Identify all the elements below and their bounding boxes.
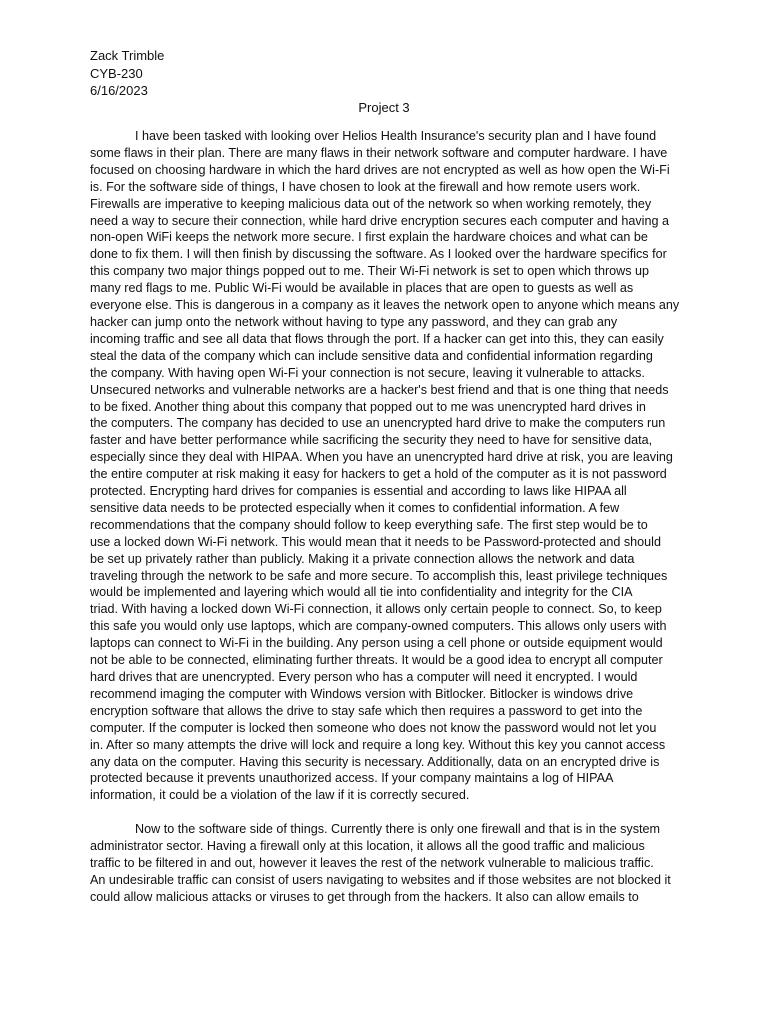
document-header bbox=[90, 47, 164, 100]
document-date: 6/16/2023 bbox=[90, 83, 148, 98]
paragraph-line: the entire computer at risk making it easy for hackers to get a hold of the computer as it is not password bbox=[90, 467, 667, 482]
paragraph-line: could allow malicious attacks or viruses to get through from the hackers. It also can allow emails to bbox=[90, 889, 639, 904]
paragraph-line: incoming traffic and see all data that flows through the port. If a hacker can get into this, they can easily bbox=[90, 331, 664, 346]
paragraph-line: Now to the software side of things. Currently there is only one firewall and that is in the system bbox=[135, 822, 660, 837]
paragraph-line: Firewalls are imperative to keeping malicious data out of the network so when working remotely, they bbox=[90, 196, 652, 211]
paragraph-line: laptops can connect to Wi-Fi in the building. Any person using a cell phone or outside equipment would bbox=[90, 636, 663, 651]
paragraph-line: is. For the software side of things, I have chosen to look at the firewall and how remote users work. bbox=[90, 179, 641, 194]
paragraph-line: sensitive data needs to be protected especially when it comes to confidential information. A few bbox=[90, 500, 620, 515]
paragraph-line: protected because it prevents unauthorized access. If your company maintains a log of HIPAA bbox=[90, 771, 614, 786]
paragraph-line: focused on choosing hardware in which the hard drives are not encrypted as well as how open the Wi-Fi bbox=[90, 162, 670, 177]
body-paragraph bbox=[90, 128, 678, 804]
paragraph-line: use a locked down Wi-Fi network. This would mean that it needs to be Password-protected and should bbox=[90, 534, 661, 549]
paragraph-line: hacker can jump onto the network without having to type any password, and they can grab any bbox=[90, 314, 618, 329]
paragraph-line: non-open WiFi keeps the network more secure. I first explain the hardware choices and what can be bbox=[90, 230, 648, 245]
document-body bbox=[90, 128, 678, 906]
course-code: CYB-230 bbox=[90, 65, 143, 81]
paragraph-line: triad. With having a locked down Wi-Fi connection, it allows only certain people to connect. So, to keep bbox=[90, 602, 662, 617]
document-title: Project 3 bbox=[358, 100, 410, 115]
paragraph-line: hard drives that are unencrypted. Every person who has a computer will need it encrypted. I would bbox=[90, 670, 638, 684]
paragraph-line: Unsecured networks and vulnerable networks are a hacker's best friend and that is one thing that needs bbox=[90, 382, 669, 397]
paragraph-line: the computers. The company has decided to use an unencrypted hard drive to make the computers run bbox=[90, 416, 666, 431]
paragraph-line: traveling through the network to be safe and more secure. To accomplish this, least privilege techniques bbox=[90, 568, 668, 583]
paragraph-line: An undesirable traffic can consist of users navigating to websites and if those websites are not blocked it bbox=[90, 872, 671, 887]
paragraph-line: especially since they deal with HIPAA. When you have an unencrypted hard drive at risk, you are leaving bbox=[90, 450, 673, 465]
paragraph-line: many red flags to me. Public Wi-Fi would be available in places that are open to guests as well as bbox=[90, 281, 634, 296]
paragraph-line: some flaws in their plan. There are many flaws in their network software and computer hardware. I have bbox=[90, 145, 668, 160]
paragraph-line: steal the data of the company which can include sensitive data and confidential information regarding bbox=[90, 348, 653, 363]
paragraph-line: administrator sector. Having a firewall only at this location, it allows all the good traffic and malicious bbox=[90, 839, 645, 854]
paragraph-line: I have been tasked with looking over Helios Health Insurance's security plan and I have found bbox=[135, 129, 657, 143]
paragraph-line: information, it could be a violation of the law if it is correctly secured. bbox=[90, 788, 470, 803]
paragraph-line: recommendations that the company should follow to keep everything safe. The first step would be to bbox=[90, 517, 648, 532]
paragraph-line: encryption software that allows the drive to stay safe which then requires a password to get into the bbox=[90, 703, 643, 718]
paragraph-line: this company two major things popped out to me. Their Wi-Fi network is set to open which throws up bbox=[90, 264, 650, 279]
body-paragraph bbox=[90, 821, 678, 906]
paragraph-gap bbox=[90, 804, 678, 821]
paragraph-line: recommend imaging the computer with Windows version with Bitlocker. Bitlocker is windows drive bbox=[90, 686, 634, 701]
paragraph-line: would be implemented and layering which would all tie into confidentiality and integrity for the CIA bbox=[90, 585, 633, 600]
paragraph-line: any data on the computer. Having this security is necessary. Additionally, data on an encrypted drive is bbox=[90, 754, 660, 769]
paragraph-line: this safe you would only use laptops, which are company-owned computers. This allows only users with bbox=[90, 619, 667, 634]
paragraph-line: need a way to secure their connection, while hard drive encryption secures each computer and having a bbox=[90, 213, 669, 228]
paragraph-line: traffic to be filtered in and out, however it leaves the rest of the network vulnerable to malicious traffic. bbox=[90, 855, 654, 870]
paragraph-line: not be able to be connected, eliminating further threats. It would be a good idea to encrypt all computer bbox=[90, 653, 663, 668]
paragraph-line: computer. If the computer is locked then someone who does not know the password would not let you bbox=[90, 720, 657, 735]
paragraph-line: the company. With having open Wi-Fi your connection is not secure, leaving it vulnerable to attacks. bbox=[90, 365, 645, 380]
paragraph-line: faster and have better performance while sacrificing the security they need to have for sensitive data, bbox=[90, 433, 653, 448]
paragraph-line: be set up privately rather than publicly. Making it a private connection allows the network and data bbox=[90, 551, 635, 566]
author-name: Zack Trimble bbox=[90, 48, 165, 63]
paragraph-line: done to fix them. I will then finish by discussing the software. As I looked over the hardware specifics for bbox=[90, 247, 667, 262]
paragraph-line: protected. Encrypting hard drives for companies is essential and according to laws like HIPAA all bbox=[90, 484, 627, 499]
paragraph-line: to be fixed. Another thing about this company that popped out to me was unencrypted hard drives in bbox=[90, 399, 646, 414]
paragraph-line: everyone else. This is dangerous in a company as it leaves the network open to anyone which means any bbox=[90, 298, 680, 313]
paragraph-line: in. After so many attempts the drive will lock and require a long key. Without this key you cannot access bbox=[90, 737, 666, 752]
